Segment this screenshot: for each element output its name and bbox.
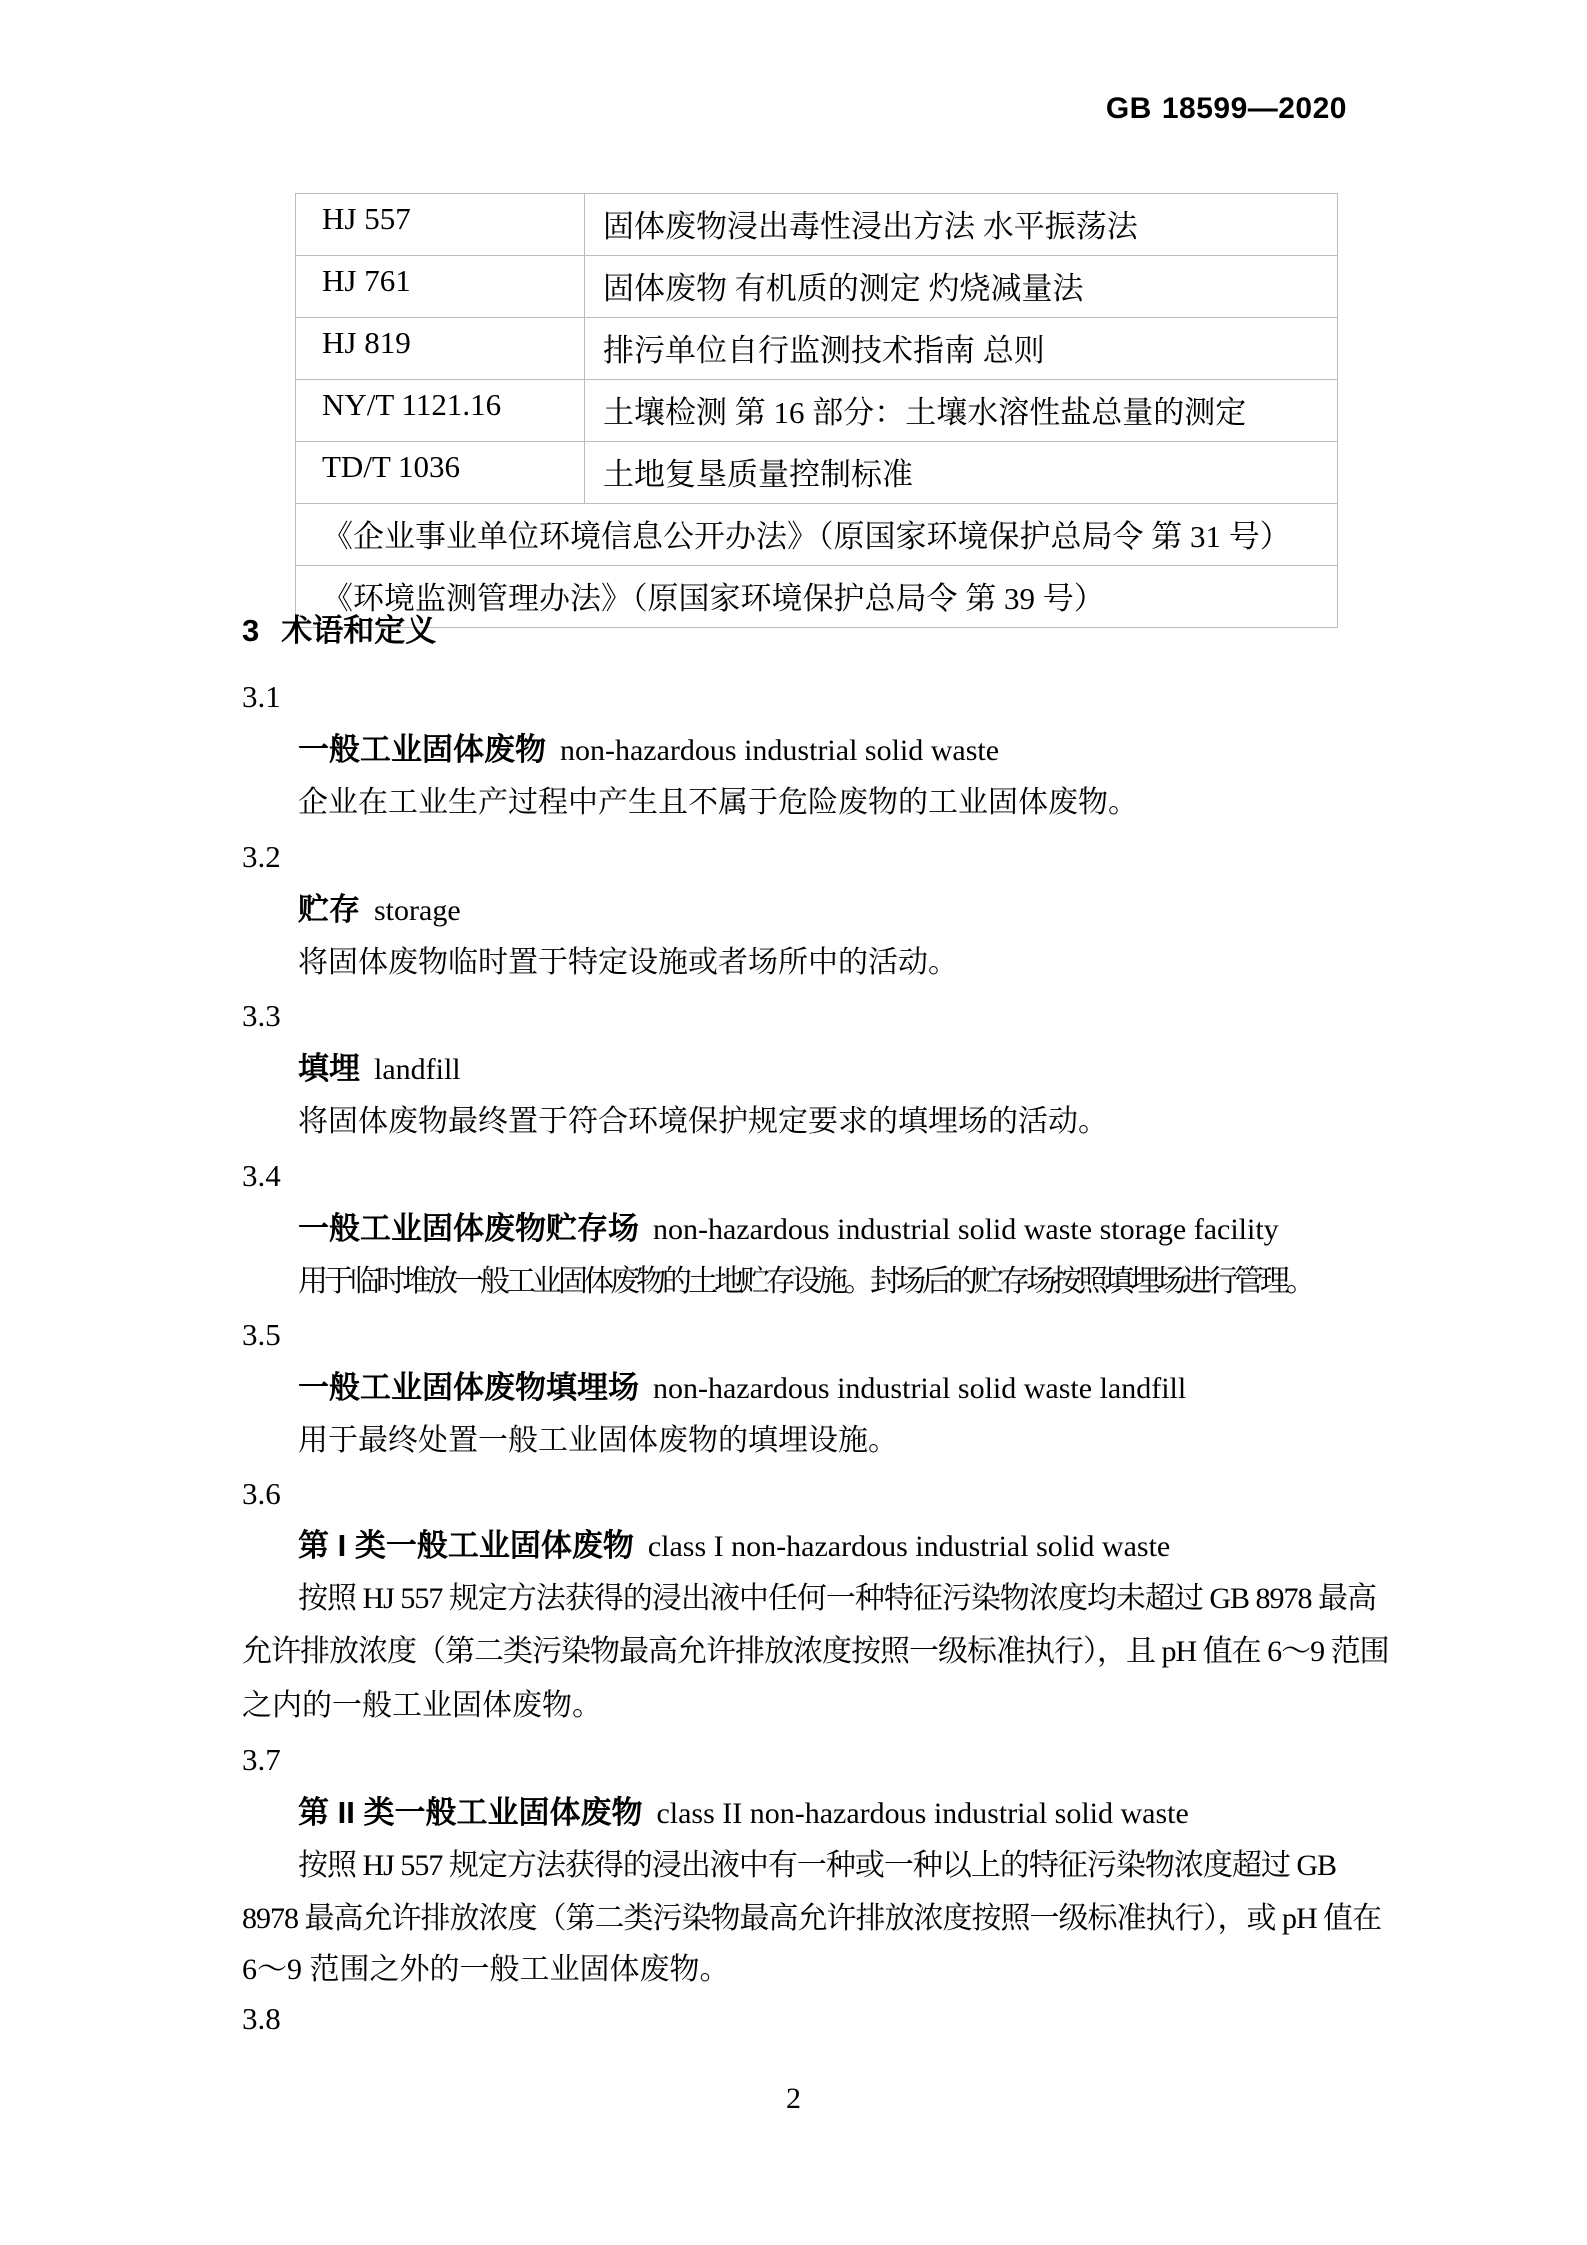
term-en: landfill: [374, 1053, 461, 1086]
term-line: [298, 1050, 461, 1089]
ref-title-cell: 排污单位自行监测技术指南 总则: [585, 318, 1338, 380]
definition-line: 6～9 范围之外的一般工业固体废物。: [242, 1953, 730, 1986]
term-number: 3.2: [242, 839, 281, 874]
term-number: 3.6: [242, 1476, 281, 1511]
term-number: 3.4: [242, 1158, 281, 1193]
ref-title-cell: 土地复垦质量控制标准: [585, 442, 1338, 504]
term-line: [298, 891, 461, 930]
ref-code-cell: HJ 761: [296, 256, 585, 318]
term-en: non-hazardous industrial solid waste: [560, 734, 1000, 767]
references-table: [295, 193, 1338, 628]
term-zh: 第 II 类一般工业固体废物: [298, 1795, 643, 1830]
ref-title-cell: 土壤检测 第 16 部分：土壤水溶性盐总量的测定: [585, 380, 1338, 442]
term-zh: 一般工业固体废物: [298, 732, 546, 767]
term-line: [298, 1210, 1279, 1249]
page-number: 2: [786, 2082, 801, 2115]
term-zh: 一般工业固体废物填埋场: [298, 1370, 639, 1405]
ref-code-cell: TD/T 1036: [296, 442, 585, 504]
definition-line: 允许排放浓度（第二类污染物最高允许排放浓度按照一级标准执行），且 pH 值在 6～9 范围: [242, 1635, 1389, 1668]
section-title: 术语和定义: [281, 613, 437, 648]
term-line: [298, 1527, 1170, 1566]
term-en: non-hazardous industrial solid waste storage facility: [653, 1213, 1279, 1246]
table-row: [296, 504, 1338, 566]
table-row: [296, 380, 1338, 442]
definition-line: 用于临时堆放一般工业固体废物的土地贮存设施。封场后的贮存场按照填埋场进行管理。: [298, 1265, 1312, 1298]
definition-line: 按照 HJ 557 规定方法获得的浸出液中有一种或一种以上的特征污染物浓度超过 GB: [298, 1849, 1337, 1882]
definition-line: 用于最终处置一般工业固体废物的填埋设施。: [298, 1424, 898, 1457]
table-row: [296, 194, 1338, 256]
term-en: class I non-hazardous industrial solid waste: [647, 1530, 1171, 1563]
ref-title-cell: 固体废物浸出毒性浸出方法 水平振荡法: [585, 194, 1338, 256]
term-number: 3.8: [242, 2001, 281, 2036]
standard-code-number: 18599—2020: [1161, 92, 1347, 125]
table-row: [296, 442, 1338, 504]
table-row: [296, 318, 1338, 380]
term-number: 3.5: [242, 1317, 281, 1352]
term-en: non-hazardous industrial solid waste landfill: [653, 1372, 1187, 1405]
term-zh: 填埋: [298, 1051, 360, 1086]
term-zh: 贮存: [298, 892, 360, 927]
table-row: [296, 256, 1338, 318]
ref-title-cell: 固体废物 有机质的测定 灼烧减量法: [585, 256, 1338, 318]
standard-code-prefix: GB: [1105, 92, 1152, 125]
term-en: storage: [374, 894, 461, 927]
section-heading: [242, 612, 436, 651]
table-row: [296, 566, 1338, 628]
definition-line: 按照 HJ 557 规定方法获得的浸出液中任何一种特征污染物浓度均未超过 GB 8978 最高: [298, 1582, 1377, 1615]
term-zh: 第 I 类一般工业固体废物: [298, 1528, 634, 1563]
ref-fullwidth-cell: 《企业事业单位环境信息公开办法》（原国家环境保护总局令 第 31 号）: [296, 504, 1338, 566]
definition-line: 将固体废物临时置于特定设施或者场所中的活动。: [298, 946, 958, 979]
ref-code-cell: HJ 557: [296, 194, 585, 256]
term-number: 3.1: [242, 679, 281, 714]
term-line: [298, 1369, 1186, 1408]
term-en: class II non-hazardous industrial solid waste: [656, 1797, 1189, 1830]
definition-line: 企业在工业生产过程中产生且不属于危险废物的工业固体废物。: [298, 786, 1138, 819]
definition-line: 将固体废物最终置于符合环境保护规定要求的填埋场的活动。: [298, 1105, 1108, 1138]
ref-code-cell: NY/T 1121.16: [296, 380, 585, 442]
standard-code: [1106, 92, 1347, 126]
definition-line: 8978 最高允许排放浓度（第二类污染物最高允许排放浓度按照一级标准执行），或 pH 值在: [242, 1902, 1382, 1935]
section-number: 3: [242, 613, 260, 648]
ref-code-cell: HJ 819: [296, 318, 585, 380]
definition-line: 之内的一般工业固体废物。: [242, 1689, 602, 1722]
term-line: [298, 1794, 1189, 1833]
term-line: [298, 731, 999, 770]
term-number: 3.3: [242, 998, 281, 1033]
term-number: 3.7: [242, 1742, 281, 1777]
term-zh: 一般工业固体废物贮存场: [298, 1211, 639, 1246]
ref-fullwidth-cell: 《环境监测管理办法》（原国家环境保护总局令 第 39 号）: [296, 566, 1338, 628]
